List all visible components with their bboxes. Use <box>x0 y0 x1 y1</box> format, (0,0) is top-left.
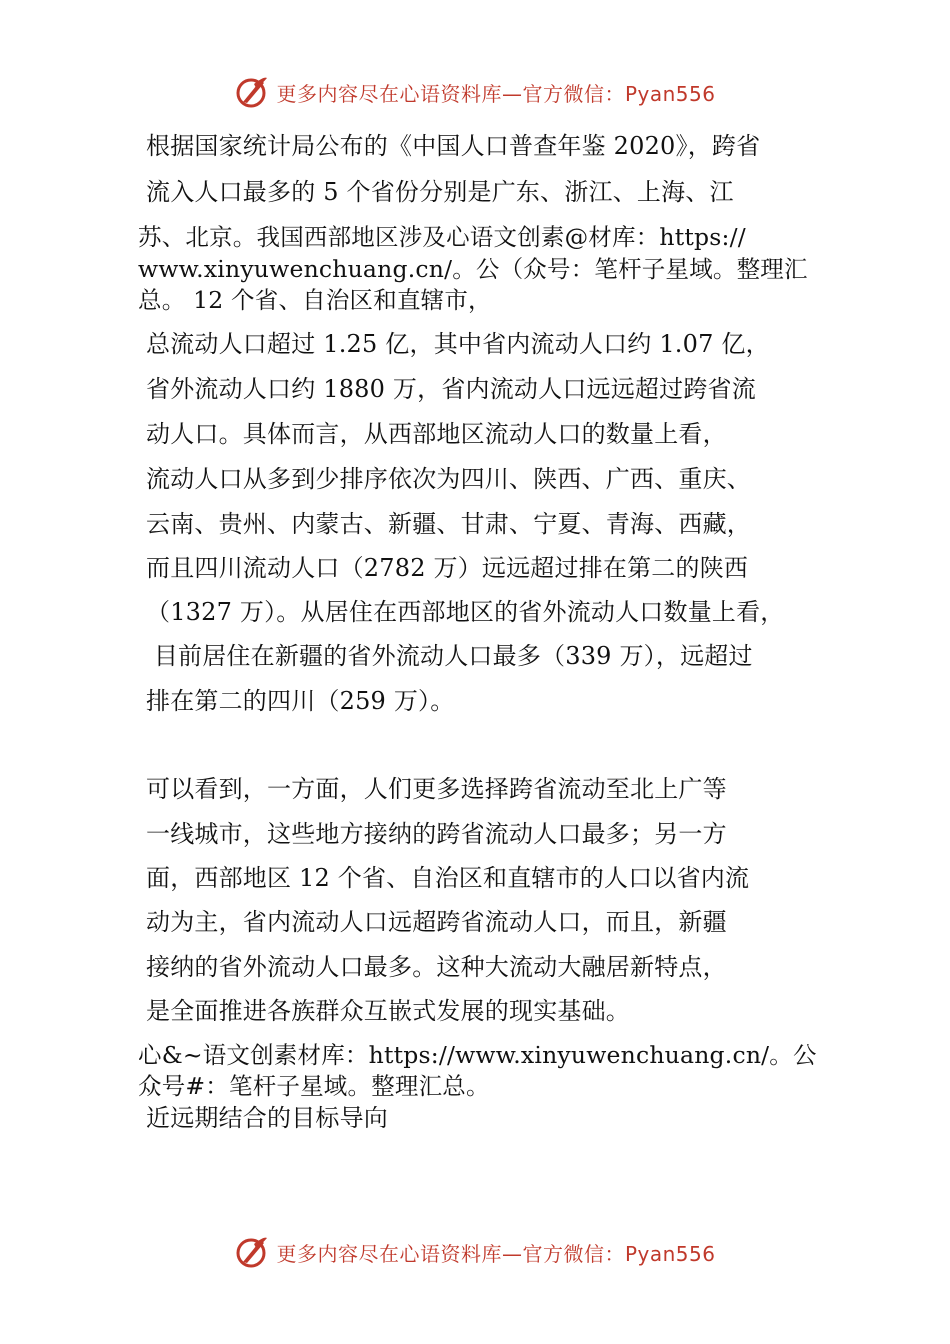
text-line: 流动人口从多到少排序依次为四川、陕西、广西、重庆、 <box>146 465 751 493</box>
text-line: 苏、北京。我国西部地区涉及心语文创素@材库：https:// <box>138 223 746 251</box>
text-line: 而且四川流动人口（2782 万）远远超过排在第二的陕西 <box>146 554 749 582</box>
text-line: 是全面推进各族群众互嵌式发展的现实基础。 <box>146 997 630 1025</box>
banner-text: 更多内容尽在心语资料库—官方微信：Pyan556 <box>276 1241 716 1266</box>
text-line: 一线城市，这些地方接纳的跨省流动人口最多；另一方 <box>146 820 727 848</box>
text-line: （1327 万）。从居住在西部地区的省外流动人口数量上看， <box>146 598 785 626</box>
text-line: 总。 12 个省、自治区和直辖市， <box>138 286 492 314</box>
text-line: 省外流动人口约 1880 万，省内流动人口远远超过跨省流 <box>146 375 756 403</box>
text-line: 接纳的省外流动人口最多。这种大流动大融居新特点， <box>146 953 727 981</box>
text-line: 动为主，省内流动人口远超跨省流动人口，而且，新疆 <box>146 908 727 936</box>
text-line: 众号#：笔杆子星域。整理汇总。 <box>138 1072 490 1100</box>
footer-watermark-banner <box>0 1232 950 1272</box>
quill-circle-logo-icon <box>234 1234 270 1270</box>
text-line: 可以看到，一方面，人们更多选择跨省流动至北上广等 <box>146 775 727 803</box>
text-line: 总流动人口超过 1.25 亿，其中省内流动人口约 1.07 亿， <box>146 330 770 358</box>
quill-circle-logo-icon <box>234 74 270 110</box>
text-line: 流入人口最多的 5 个省份分别是广东、浙江、上海、江 <box>146 178 734 206</box>
text-line: 云南、贵州、内蒙古、新疆、甘肃、宁夏、青海、西藏， <box>146 510 751 538</box>
text-line: 目前居住在新疆的省外流动人口最多（339 万），远超过 <box>146 642 753 670</box>
section-heading: 近远期结合的目标导向 <box>146 1104 388 1132</box>
header-watermark-banner <box>0 72 950 112</box>
text-line: 心&~语文创素材库：https://www.xinyuwenchuang.cn/。公 <box>138 1041 817 1069</box>
banner-text: 更多内容尽在心语资料库—官方微信：Pyan556 <box>276 81 716 106</box>
text-line: 排在第二的四川（259 万）。 <box>146 687 455 715</box>
text-line: www.xinyuwenchuang.cn/。公（众号：笔杆子星域。整理汇 <box>138 255 808 283</box>
text-line: 面，西部地区 12 个省、自治区和直辖市的人口以省内流 <box>146 864 750 892</box>
text-line: 根据国家统计局公布的《中国人口普查年鉴 2020》，跨省 <box>146 132 761 160</box>
text-line: 动人口。具体而言，从西部地区流动人口的数量上看， <box>146 420 727 448</box>
